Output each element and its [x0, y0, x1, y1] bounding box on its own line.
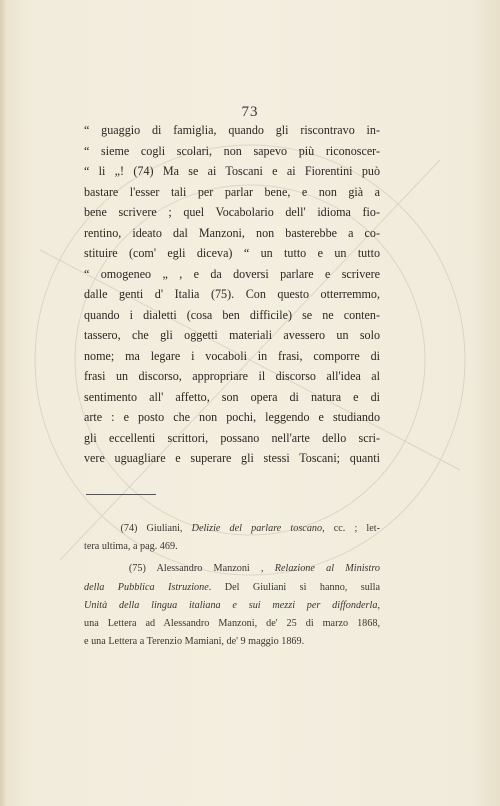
text-line: “ li „! (74) Ma se ai Toscani e ai Fiorentini può: [84, 164, 380, 178]
text-line: “ guaggio di famiglia, quando gli riscontravo in-: [84, 123, 380, 137]
footnote-75-line: della Pubblica Istruzione. Del Giuliani si hanno, sulla: [84, 581, 380, 593]
footnote-75-line: una Lettera ad Alessandro Manzoni, de' 25 di marzo 1868,: [84, 617, 380, 629]
footnote-74-line: tera ultima, a pag. 469.: [84, 541, 178, 553]
text-line: stituire (com' egli diceva) “ un tutto e un tutto: [84, 246, 380, 260]
footnote-75-title: Relazione al Ministro: [274, 563, 380, 575]
main-text: [84, 120, 380, 469]
text-line: nome; ma legare i vocaboli in frasi, comporre di: [84, 348, 380, 363]
footnote-74-title: Delizie del parlare toscano: [191, 523, 323, 534]
page-number: 73: [241, 104, 259, 120]
text-line: rentino, ideato dal Manzoni, non basterebbe a co-: [84, 225, 380, 240]
footnote-74-ref: , cc. ; let-: [322, 523, 380, 534]
footnote-74-line: [84, 520, 380, 538]
text-line: sentimento all' affetto, son opera di natura e di: [84, 389, 380, 404]
text-line: bastare l'esser tali per parlar bene, e non già a: [84, 184, 380, 199]
text-line: “ omogeneo „ , e da doversi parlare e scrivere: [84, 266, 380, 281]
footnote-75-line: [84, 560, 380, 578]
footnote-75-line: Unità della lingua italiana e sui mezzi per diffonderla,: [84, 599, 380, 611]
footnote-75-title-cont: della Pubblica Istruzione: [84, 581, 209, 593]
text-line: tassero, che gli oggetti materiali avessero un solo: [84, 328, 380, 342]
footnote-75-line: e una Lettera a Terenzio Mamiani, de' 9 maggio 1869.: [84, 636, 305, 648]
text-line: gli eccellenti scrittori, possano nell'arte dello scri-: [84, 430, 380, 445]
text-line: bene scrivere ; quel Vocabolario dell' idioma fio-: [84, 205, 380, 219]
footnotes: [84, 520, 380, 651]
footnote-74-author: (74) Giuliani,: [120, 523, 192, 534]
text-line: dalle genti d' Italia (75). Con questo otterremmo,: [84, 287, 380, 301]
text-line: vere uguagliare e superare gli stessi Toscani; quanti: [84, 451, 380, 465]
text-line: “ sieme cogli scolari, non sapevo più riconoscer-: [84, 143, 380, 158]
text-line: quando i dialetti (cosa ben difficile) se ne conten-: [84, 307, 380, 322]
footnote-75-author: (75) Alessandro Manzoni ,: [128, 563, 275, 575]
footnote-75-work: Unità della lingua italiana e sui mezzi per diffonderla: [84, 599, 378, 611]
text-line: frasi un discorso, appropriare il discorso all'idea al: [84, 369, 380, 383]
text-line: arte : e posto che non pochi, leggendo e studiando: [84, 410, 380, 424]
footnote-divider: [86, 494, 156, 495]
